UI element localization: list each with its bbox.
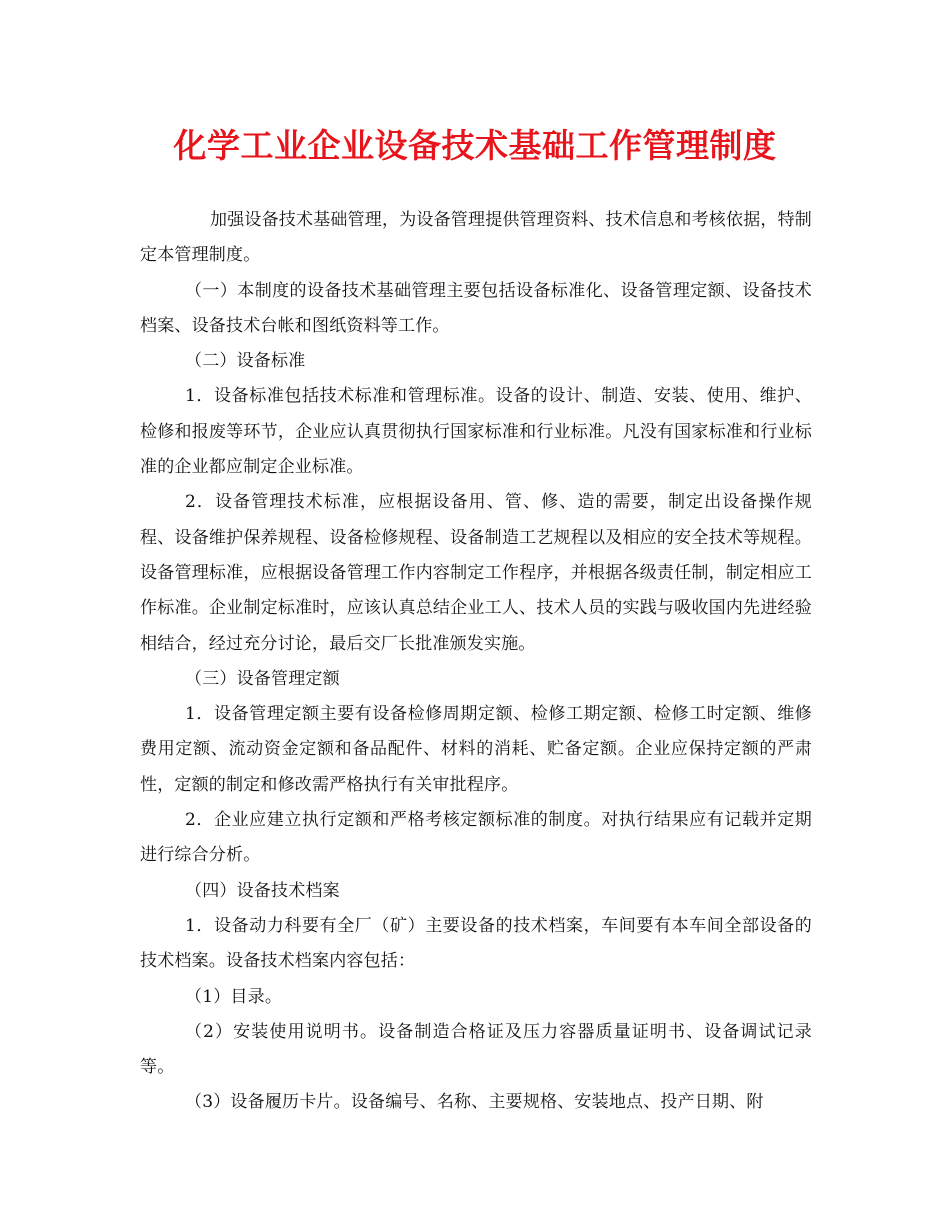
paragraph-archives-1: 1．设备动力科要有全厂（矿）主要设备的技术档案，车间要有本车间全部设备的技术档案。设备技术档案内容包括： (140, 915, 812, 972)
paragraph-quotas-2: 2．企业应建立执行定额和严格考核定额标准的制度。对执行结果应有记载并定期进行综合分析。 (140, 810, 812, 866)
paragraph-intro: 加强设备技术基础管理，为设备管理提供管理资料、技术信息和考核依据，特制定本管理制度。 (140, 210, 812, 266)
heading-equipment-standards: （二）设备标准 (185, 351, 306, 372)
paragraph-section-1: （一）本制度的设备技术基础管理主要包括设备标准化、设备管理定额、设备技术档案、设备技术台帐和图纸资料等工作。 (140, 280, 812, 336)
list-item-record-card: （3）设备履历卡片。设备编号、名称、主要规格、安装地点、投产日期、附 (185, 1092, 764, 1113)
document-body (140, 203, 812, 1121)
paragraph-quotas-1: 1．设备管理定额主要有设备检修周期定额、检修工期定额、检修工时定额、维修费用定额、流动资金定额和备品配件、材料的消耗、贮备定额。企业应保持定额的严肃性，定额的制定和修改需严格执行有关审批程序。 (140, 704, 812, 795)
paragraph-standards-1: 1．设备标准包括技术标准和管理标准。设备的设计、制造、安装、使用、维护、检修和报废等环节，企业应认真贯彻执行国家标准和行业标准。凡没有国家标准和行业标准的企业都应制定企业标准。 (140, 386, 812, 478)
list-item-catalog: （1）目录。 (185, 986, 283, 1007)
list-item-manual: （2）安装使用说明书。设备制造合格证及压力容器质量证明书、设备调试记录等。 (140, 1021, 812, 1078)
paragraph-standards-2: 2．设备管理技术标准，应根据设备用、管、修、造的需要，制定出设备操作规程、设备维护保养规程、设备检修规程、设备制造工艺规程以及相应的安全技术等规程。设备管理标准，应根据设备管理工作内容制定工作程序，并根据各级责任制，制定相应工作标准。企业制定标准时，应该认真总结企业工人、技术人员的实践与吸收国内先进经验相结合，经过充分讨论，最后交厂长批准颁发实施。 (140, 492, 812, 654)
document-title: 化学工业企业设备技术基础工作管理制度 (173, 126, 777, 165)
heading-management-quotas: （三）设备管理定额 (185, 668, 340, 689)
heading-technical-archives: （四）设备技术档案 (185, 880, 340, 901)
